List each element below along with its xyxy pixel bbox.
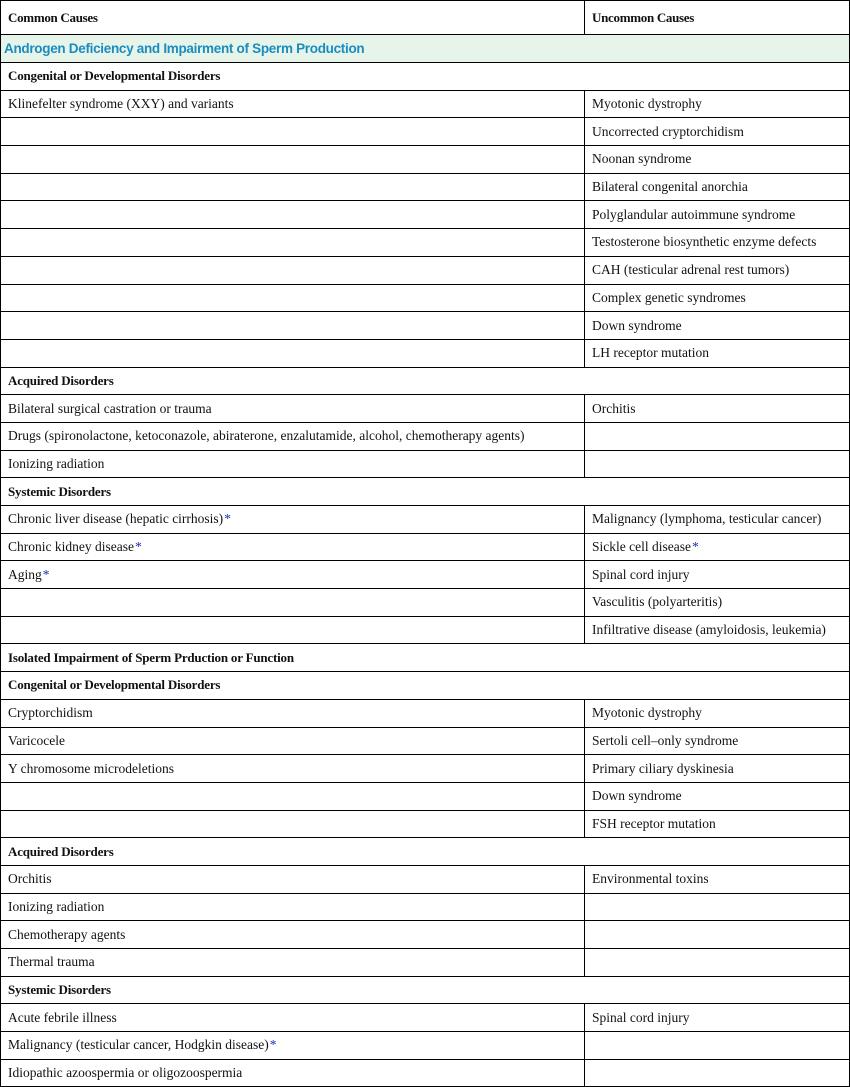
subsection-heading [1, 838, 850, 866]
common-cause-cell [1, 229, 585, 257]
subsection-heading-row [1, 478, 850, 506]
uncommon-cause-text: Malignancy (lymphoma, testicular cancer) [592, 511, 822, 527]
common-cause-cell [1, 1004, 585, 1032]
uncommon-cause-cell [585, 1059, 850, 1087]
section-heading [1, 35, 850, 63]
heading-text: Androgen Deficiency and Impairment of Sperm Production [4, 40, 365, 56]
uncommon-cause-text: Infiltrative disease (amyloidosis, leukemia) [592, 622, 826, 638]
uncommon-cause-cell [585, 506, 850, 534]
uncommon-cause-text: Sertoli cell–only syndrome [592, 732, 739, 748]
table-row [1, 810, 850, 838]
common-cause-text: Bilateral surgical castration or trauma [8, 400, 212, 416]
common-cause-text: Orchitis [8, 871, 52, 887]
uncommon-cause-cell [585, 782, 850, 810]
uncommon-cause-cell [585, 173, 850, 201]
common-cause-cell [1, 589, 585, 617]
uncommon-cause-cell [585, 146, 850, 174]
table-row [1, 921, 850, 949]
uncommon-cause-cell [585, 921, 850, 949]
uncommon-cause-cell [585, 201, 850, 229]
uncommon-cause-cell [585, 755, 850, 783]
common-cause-text: Drugs (spironolactone, ketoconazole, abiraterone, enzalutamide, alcohol, chemotherapy agents) [8, 428, 525, 444]
uncommon-cause-cell [585, 865, 850, 893]
uncommon-cause-cell [585, 90, 850, 118]
header-common-causes: Common Causes [1, 1, 585, 35]
common-cause-cell [1, 921, 585, 949]
subsection-heading [1, 976, 850, 1004]
subsection-heading [1, 478, 850, 506]
table-row [1, 90, 850, 118]
subsection-heading [1, 672, 850, 700]
uncommon-cause-text: LH receptor mutation [592, 345, 709, 361]
uncommon-cause-cell [585, 256, 850, 284]
table-row [1, 699, 850, 727]
subsection-heading-row [1, 672, 850, 700]
subsection-heading-row [1, 838, 850, 866]
subsection-heading [1, 367, 850, 395]
common-cause-text: Ionizing radiation [8, 455, 105, 471]
uncommon-cause-text: Myotonic dystrophy [592, 96, 702, 112]
footnote-asterisk: * [42, 566, 50, 582]
uncommon-cause-cell [585, 395, 850, 423]
common-cause-text: Chronic kidney disease [8, 539, 134, 555]
table-row [1, 1059, 850, 1087]
common-cause-cell [1, 755, 585, 783]
uncommon-cause-cell [585, 312, 850, 340]
table-row [1, 118, 850, 146]
common-cause-text: Malignancy (testicular cancer, Hodgkin disease) [8, 1037, 269, 1053]
uncommon-cause-text: Polyglandular autoimmune syndrome [592, 206, 796, 222]
table-row [1, 173, 850, 201]
causes-table-body [1, 1, 850, 1087]
heading-text: Congenital or Developmental Disorders [8, 677, 221, 693]
common-cause-text: Chemotherapy agents [8, 926, 126, 942]
common-cause-cell [1, 339, 585, 367]
uncommon-cause-cell [585, 1032, 850, 1060]
common-cause-cell [1, 284, 585, 312]
common-cause-cell [1, 201, 585, 229]
common-cause-text: Idiopathic azoospermia or oligozoospermia [8, 1065, 243, 1081]
common-cause-cell [1, 146, 585, 174]
heading-text: Acquired Disorders [8, 843, 114, 859]
common-cause-text: Klinefelter syndrome (XXY) and variants [8, 96, 234, 112]
uncommon-cause-cell [585, 561, 850, 589]
common-cause-cell [1, 256, 585, 284]
uncommon-cause-cell [585, 1004, 850, 1032]
footnote-asterisk: * [691, 539, 699, 555]
common-cause-cell [1, 810, 585, 838]
common-cause-cell [1, 173, 585, 201]
common-cause-text: Aging [8, 566, 42, 582]
subsection-heading-row [1, 367, 850, 395]
table-row [1, 727, 850, 755]
table-row [1, 339, 850, 367]
subsection-heading-row [1, 644, 850, 672]
common-cause-cell [1, 533, 585, 561]
table-row [1, 201, 850, 229]
table-row [1, 395, 850, 423]
table-row [1, 755, 850, 783]
table-row [1, 533, 850, 561]
uncommon-cause-text: Down syndrome [592, 317, 682, 333]
common-cause-cell [1, 561, 585, 589]
footnote-asterisk: * [269, 1037, 277, 1053]
common-cause-cell [1, 865, 585, 893]
uncommon-cause-text: Primary ciliary dyskinesia [592, 760, 734, 776]
common-cause-text: Thermal trauma [8, 954, 95, 970]
heading-text: Congenital or Developmental Disorders [8, 68, 221, 84]
common-cause-cell [1, 893, 585, 921]
uncommon-cause-text: CAH (testicular adrenal rest tumors) [592, 262, 790, 278]
uncommon-cause-cell [585, 450, 850, 478]
table-row [1, 312, 850, 340]
uncommon-cause-cell [585, 339, 850, 367]
uncommon-cause-text: Down syndrome [592, 788, 682, 804]
section-heading-row [1, 35, 850, 63]
table-row [1, 561, 850, 589]
table-row [1, 450, 850, 478]
uncommon-cause-text: Bilateral congenital anorchia [592, 179, 748, 195]
uncommon-cause-cell [585, 810, 850, 838]
common-cause-cell [1, 699, 585, 727]
table-row [1, 284, 850, 312]
subsection-heading [1, 63, 850, 91]
uncommon-cause-text: Sickle cell disease [592, 539, 691, 555]
table-row [1, 1032, 850, 1060]
uncommon-cause-text: Testosterone biosynthetic enzyme defects [592, 234, 817, 250]
footnote-asterisk: * [134, 539, 142, 555]
subsection-heading [1, 644, 850, 672]
common-cause-text: Y chromosome microdeletions [8, 760, 174, 776]
uncommon-cause-cell [585, 422, 850, 450]
uncommon-cause-text: Spinal cord injury [592, 566, 690, 582]
heading-text: Systemic Disorders [8, 982, 111, 998]
table-row [1, 616, 850, 644]
uncommon-cause-cell [585, 949, 850, 977]
common-cause-cell [1, 450, 585, 478]
common-cause-text: Varicocele [8, 732, 65, 748]
uncommon-cause-cell [585, 229, 850, 257]
common-cause-cell [1, 782, 585, 810]
uncommon-cause-cell [585, 893, 850, 921]
common-cause-cell [1, 1032, 585, 1060]
table-row [1, 1004, 850, 1032]
uncommon-cause-cell [585, 727, 850, 755]
table-row [1, 782, 850, 810]
common-cause-text: Cryptorchidism [8, 705, 93, 721]
common-cause-cell [1, 949, 585, 977]
uncommon-cause-text: Vasculitis (polyarteritis) [592, 594, 723, 610]
heading-text: Systemic Disorders [8, 483, 111, 499]
common-cause-cell [1, 395, 585, 423]
common-cause-cell [1, 1059, 585, 1087]
common-cause-text: Acute febrile illness [8, 1009, 117, 1025]
subsection-heading-row [1, 976, 850, 1004]
uncommon-cause-text: Orchitis [592, 400, 636, 416]
uncommon-cause-text: FSH receptor mutation [592, 815, 716, 831]
table-row [1, 949, 850, 977]
table-row [1, 146, 850, 174]
table-row [1, 229, 850, 257]
table-row [1, 893, 850, 921]
uncommon-cause-cell [585, 616, 850, 644]
uncommon-cause-cell [585, 699, 850, 727]
common-cause-cell [1, 506, 585, 534]
common-cause-cell [1, 312, 585, 340]
uncommon-cause-text: Noonan syndrome [592, 151, 692, 167]
heading-text: Isolated Impairment of Sperm Prduction or Function [8, 649, 294, 665]
subsection-heading-row [1, 63, 850, 91]
table-row [1, 865, 850, 893]
uncommon-cause-cell [585, 589, 850, 617]
uncommon-cause-cell [585, 118, 850, 146]
uncommon-cause-cell [585, 533, 850, 561]
table-row [1, 589, 850, 617]
footnote-asterisk: * [224, 511, 231, 527]
header-uncommon-causes: Uncommon Causes [585, 1, 850, 35]
common-cause-cell [1, 616, 585, 644]
table-row [1, 506, 850, 534]
common-cause-cell [1, 727, 585, 755]
uncommon-cause-text: Environmental toxins [592, 871, 709, 887]
table-row [1, 422, 850, 450]
table-header-row [1, 1, 850, 35]
table-row [1, 256, 850, 284]
uncommon-cause-text: Uncorrected cryptorchidism [592, 123, 744, 139]
common-cause-text: Chronic liver disease (hepatic cirrhosis) [8, 511, 224, 527]
uncommon-cause-text: Spinal cord injury [592, 1009, 690, 1025]
uncommon-cause-text: Myotonic dystrophy [592, 705, 702, 721]
common-cause-cell [1, 422, 585, 450]
heading-text: Acquired Disorders [8, 372, 114, 388]
common-cause-text: Ionizing radiation [8, 898, 105, 914]
uncommon-cause-cell [585, 284, 850, 312]
common-cause-cell [1, 90, 585, 118]
common-cause-cell [1, 118, 585, 146]
uncommon-cause-text: Complex genetic syndromes [592, 289, 746, 305]
